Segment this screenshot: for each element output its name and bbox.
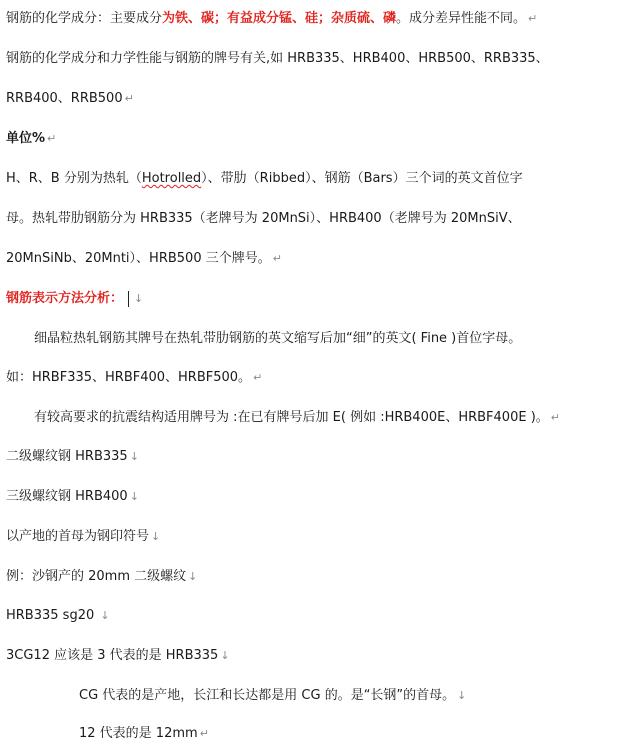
line-break-mark-icon: ↓ <box>151 530 161 543</box>
paragraph-level3 <box>6 488 634 506</box>
text-run: 20MnSiNb、20Mnti）、HRB500 三个牌号。 <box>6 251 271 266</box>
paragraph-mark-icon: ↵ <box>199 727 209 740</box>
paragraph-grades-line1 <box>6 50 634 68</box>
text-run: ）、带肋（Ribbed）、钢筋（Bars）三个词的英文首位字 <box>201 171 523 186</box>
text-run: 钢筋的化学成分和力学性能与钢筋的牌号有关,如 HRB335、HRB400、HRB500、RRB335、 <box>6 51 549 66</box>
text-run: 为铁、碳；有益成分锰、硅；杂质硫、磷 <box>162 11 397 26</box>
text-run: 细晶粒热轧钢筋其牌号在热轧带肋钢筋的英文缩写后加“细”的英文( Fine )首位字母。 <box>34 331 522 346</box>
paragraph-hrb-line2 <box>6 210 634 228</box>
line-break-mark-icon: ↓ <box>134 292 144 305</box>
text-run: 。成分差异性能不同。 <box>396 11 527 26</box>
text-run: 以产地的首母为钢印符号 <box>6 529 150 544</box>
line-break-mark-icon: ↓ <box>129 490 139 503</box>
paragraph-unit <box>6 130 634 148</box>
line-break-mark-icon: ↓ <box>129 450 139 463</box>
text-run: 钢筋表示方法分析： <box>6 291 124 306</box>
paragraph-mark-icon: ↵ <box>528 12 538 25</box>
paragraph-fine-grain <box>6 330 634 348</box>
line-break-mark-icon: ↓ <box>220 649 230 662</box>
paragraph-fine-examples <box>6 369 634 387</box>
paragraph-method-heading <box>6 290 634 308</box>
paragraph-mark-icon: ↵ <box>550 411 560 424</box>
text-run: CG 代表的是产地，长江和长达都是用 CG 的。是“长钢”的首母。 <box>79 688 456 703</box>
text-run: 钢筋的化学成分：主要成分 <box>6 11 163 26</box>
paragraph-mark-icon: ↵ <box>47 132 57 145</box>
text-run: 3CG12 应该是 3 代表的是 HRB335 <box>6 648 219 663</box>
paragraph-composition <box>6 10 634 28</box>
text-run: 例：沙钢产的 20mm 二级螺纹 <box>6 569 187 584</box>
paragraph-level2 <box>6 448 634 466</box>
text-cursor <box>128 291 129 307</box>
text-run: 如：HRBF335、HRBF400、HRBF500。 <box>6 370 252 385</box>
paragraph-hrb-line1 <box>6 170 634 188</box>
text-run: Hotrolled <box>141 171 202 186</box>
paragraph-origin <box>6 528 634 546</box>
text-run: 三级螺纹钢 HRB400 <box>6 489 128 504</box>
text-run: 单位% <box>6 131 46 146</box>
text-run: 二级螺纹钢 HRB335 <box>6 449 128 464</box>
text-run: HRB335 sg20 <box>6 608 99 623</box>
line-break-mark-icon: ↓ <box>457 689 467 702</box>
paragraph-mark-icon: ↵ <box>124 92 134 105</box>
line-break-mark-icon: ↓ <box>100 609 110 622</box>
paragraph-mark-icon: ↵ <box>272 252 282 265</box>
paragraph-example <box>6 568 634 586</box>
line-break-mark-icon: ↓ <box>188 570 198 583</box>
text-run: 12 代表的是 12mm <box>79 726 198 741</box>
paragraph-stamp <box>6 607 634 625</box>
text-run: RRB400、RRB500 <box>6 91 123 106</box>
paragraph-grades-line2 <box>6 90 634 108</box>
paragraph-mark-icon: ↵ <box>253 371 263 384</box>
paragraph-twelve <box>6 725 634 743</box>
paragraph-cg-meaning <box>6 687 634 705</box>
paragraph-cg12 <box>6 647 634 665</box>
text-run: H、R、B 分别为热轧（ <box>6 171 142 186</box>
text-run: 母。热轧带肋钢筋分为 HRB335（老牌号为 20MnSi）、HRB400（老牌号为 20MnSiV、 <box>6 211 521 226</box>
paragraph-seismic <box>6 409 634 427</box>
text-run: 有较高要求的抗震结构适用牌号为 :在已有牌号后加 E( 例如 :HRB400E、HRBF400E )。 <box>34 410 549 425</box>
paragraph-hrb-line3 <box>6 250 634 268</box>
